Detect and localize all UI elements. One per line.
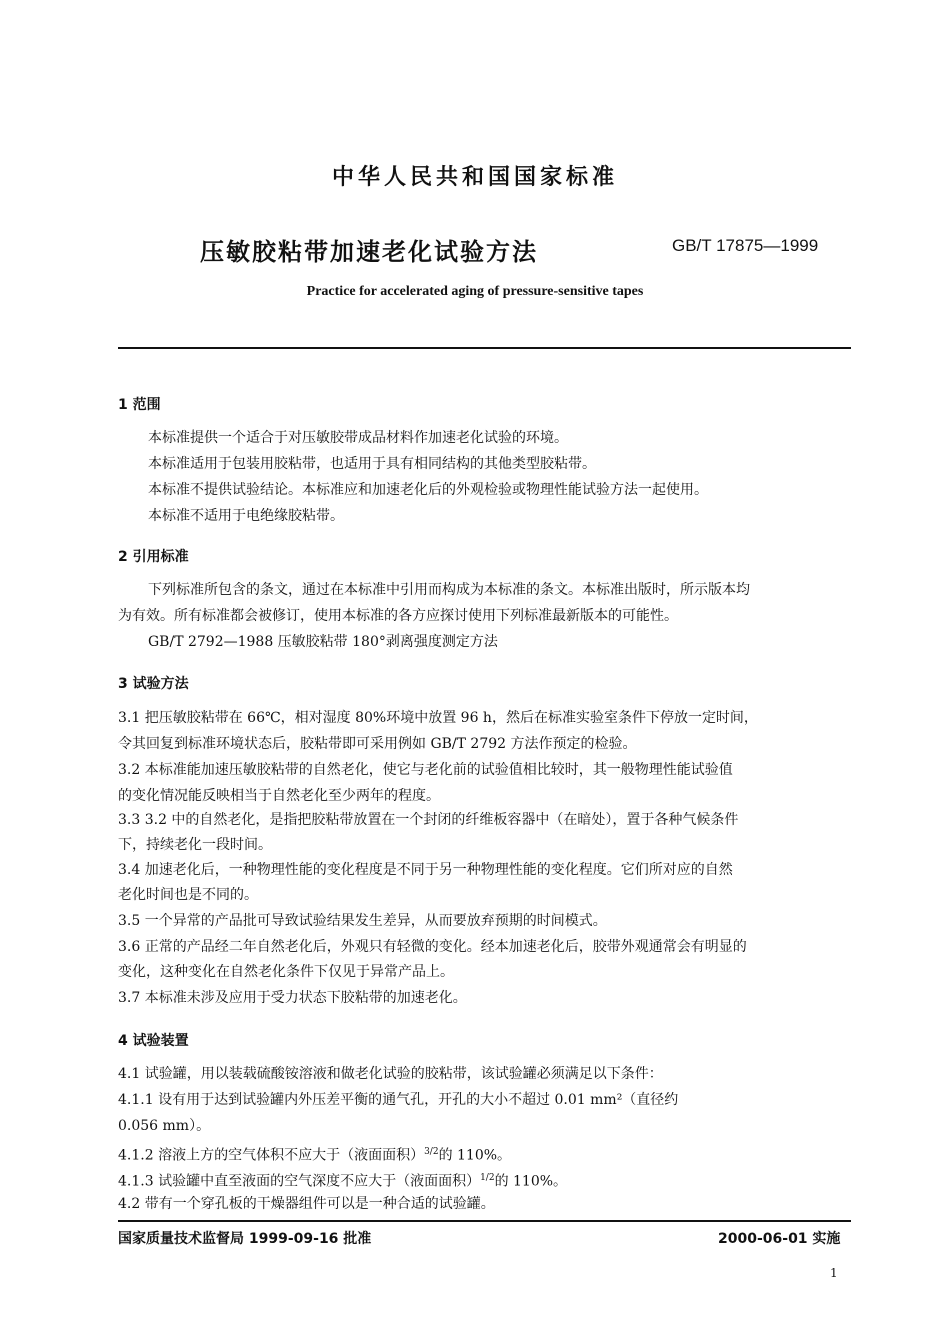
clause-4-1-2: 4.1.2 溶液上方的空气体积不应大于（液面面积）$^{3/2}$的 110%。 (118, 1147, 512, 1164)
clause-4-1-1-line: 4.1.1 设有用于达到试验罐内外压差平衡的通气孔，开孔的大小不超过 0.01 mm²（直径约 (118, 1092, 679, 1108)
section-1-heading: 1 范围 (118, 397, 161, 413)
clause-4-2: 4.2 带有一个穿孔板的干燥器组件可以是一种合适的试验罐。 (118, 1196, 495, 1212)
page-number: 1 (830, 1266, 838, 1280)
bottom-divider (118, 1220, 851, 1222)
effective-date: 2000-06-01 实施 (718, 1231, 841, 1247)
english-title: Practice for accelerated aging of pressure-sensitive tapes (306, 284, 644, 299)
approval-date: 国家质量技术监督局 1999-09-16 批准 (118, 1231, 372, 1247)
referenced-standard: GB/T 2792—1988 压敏胶粘带 180°剥离强度测定方法 (148, 634, 498, 650)
clause-3-3-line: 下，持续老化一段时间。 (118, 837, 272, 853)
clause-3-4-line: 3.4 加速老化后，一种物理性能的变化程度是不同于另一种物理性能的变化程度。它们所对应的自然 (118, 862, 733, 878)
section-2-heading: 2 引用标准 (118, 549, 189, 565)
clause-3-7: 3.7 本标准未涉及应用于受力状态下胶粘带的加速老化。 (118, 990, 467, 1006)
section-3-heading: 3 试验方法 (118, 676, 189, 692)
clause-4-1: 4.1 试验罐，用以装载硫酸铵溶液和做老化试验的胶粘带，该试验罐必须满足以下条件： (118, 1066, 663, 1082)
s1-paragraph: 本标准不适用于电绝缘胶粘带。 (148, 508, 344, 524)
standard-code: GB/T 17875—1999 (672, 236, 819, 255)
clause-3-2-line: 3.2 本标准能加速压敏胶粘带的自然老化，使它与老化前的试验值相比较时，其一般物理性能试验值 (118, 762, 733, 778)
clause-3-5: 3.5 一个异常的产品批可导致试验结果发生差异，从而要放弃预期的时间模式。 (118, 913, 607, 929)
s1-paragraph: 本标准适用于包装用胶粘带，也适用于具有相同结构的其他类型胶粘带。 (148, 456, 596, 472)
clause-3-6-line: 变化，这种变化在自然老化条件下仅见于异常产品上。 (118, 964, 454, 980)
clause-3-6-line: 3.6 正常的产品经二年自然老化后，外观只有轻微的变化。经本加速老化后，胶带外观通常会有明显的 (118, 939, 747, 955)
standard-header: 中华人民共和国国家标准 (331, 165, 618, 190)
s2-paragraph-line: 为有效。所有标准都会被修订，使用本标准的各方应探讨使用下列标准最新版本的可能性。 (118, 608, 678, 624)
s2-paragraph-line: 下列标准所包含的条文，通过在本标准中引用而构成为本标准的条文。本标准出版时，所示版本均 (148, 582, 750, 598)
clause-4-1-1-line: 0.056 mm）。 (118, 1118, 211, 1134)
clause-3-1-line: 3.1 把压敏胶粘带在 66℃，相对湿度 80%环境中放置 96 h，然后在标准实验室条件下停放一定时间， (118, 710, 758, 726)
clause-3-1-line: 令其回复到标准环境状态后，胶粘带即可采用例如 GB/T 2792 方法作预定的检验。 (118, 736, 637, 752)
clause-3-4-line: 老化时间也是不同的。 (118, 887, 258, 903)
document-title: 压敏胶粘带加速老化试验方法 (200, 238, 538, 266)
clause-3-3-line: 3.3 3.2 中的自然老化，是指把胶粘带放置在一个封闭的纤维板容器中（在暗处），置于各种气候条件 (118, 812, 739, 828)
clause-3-2-line: 的变化情况能反映相当于自然老化至少两年的程度。 (118, 788, 440, 804)
top-divider (118, 347, 851, 349)
s1-paragraph: 本标准不提供试验结论。本标准应和加速老化后的外观检验或物理性能试验方法一起使用。 (148, 482, 708, 498)
s1-paragraph: 本标准提供一个适合于对压敏胶带成品材料作加速老化试验的环境。 (148, 430, 568, 446)
section-4-heading: 4 试验装置 (118, 1033, 189, 1049)
clause-4-1-3: 4.1.3 试验罐中直至液面的空气深度不应大于（液面面积）$^{1/2}$的 110%。 (118, 1173, 568, 1190)
